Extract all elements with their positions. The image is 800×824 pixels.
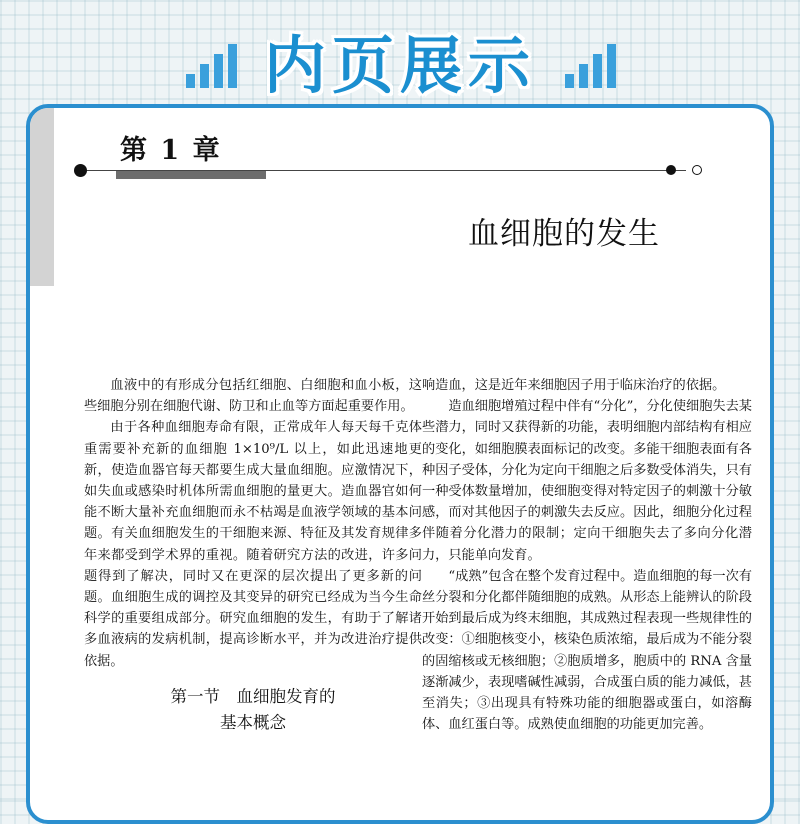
rule-dot-icon	[74, 164, 87, 177]
chapter-label: 第 1 章	[120, 135, 222, 166]
paragraph: 血液中的有形成分包括红细胞、白细胞和血小板，这些细胞分别在细胞代谢、防卫和止血等方面起重要作用。	[84, 378, 422, 415]
paragraph: 由于各种血细胞寿命有限，正常成年人每天每千克体重需要补充新的血细胞 1×10⁹/L 以上，如此迅速地更新，使造血器官每天都要生成大量血细胞。应激情况下，如失血或感染时机体所需血细胞的量更大。造血器官如何能不断大量补充血细胞而永不枯竭是血液学领域的基本问题。有关血细胞发生的干细胞来源、特征及其发育规律多年来都受到学术界的重视。随着研究方法的改进，许多问题得到了解决，同时又在更深的层次提出了更多新的问题。血细胞生成的调控及其变异的研究已经成为当今生命科学的重要组成部分。研究血细胞的发生，有助于了解诸多血液病的发病机制，提高诊断水平，并为改进治疗提供依据。	[84, 420, 422, 669]
paragraph: 造血细胞增殖过程中伴有“分化”，分化使细胞失去某些潜力，同时又获得新的功能，表明细胞内部结构有相应的变化，如细胞膜表面标记的改变。多能干细胞表面有各种因子受体，分化为定向干细胞之后多数受体消失，只有一种受体数量增加，使细胞变得对特定因子的刺激十分敏感，而对其他因子的刺激失去反应。因此，细胞分化过程伴随着分化潜力的限制；定向干细胞失去了多向分化潜力，只能单向发育。	[422, 399, 752, 563]
section-heading-line2: 基本概念	[220, 712, 286, 732]
rule-dot-filled-icon	[666, 165, 676, 175]
bar-chart-icon-right	[565, 38, 616, 88]
page-margin-band	[30, 108, 54, 286]
section-heading	[84, 684, 422, 736]
left-column	[84, 375, 422, 736]
right-column	[422, 375, 752, 735]
chapter-title: 血细胞的发生	[468, 216, 660, 252]
paragraph: “成熟”包含在整个发育过程中。造血细胞的每一次有丝分裂和分化都伴随细胞的成熟。从形态上能辨认的阶段开始到最后成为终末细胞，其成熟过程表现一些规律性的改变：①细胞核变小，核染色质浓缩，最后成为不能分裂的固缩核或无核细胞；②胞质增多，胞质中的 RNA 含量逐渐减少，表现嗜碱性减弱，合成蛋白质的能力减低，甚至消失；③出现具有特殊功能的细胞器或蛋白，如溶酶体、血红蛋白等。成熟使血细胞的功能更加完善。	[422, 568, 752, 733]
rule-dot-hollow-icon	[692, 165, 702, 175]
section-heading-line1: 第一节 血细胞发育的	[170, 686, 336, 706]
banner-title: 内页展示	[263, 29, 536, 102]
chapter-underline	[116, 171, 266, 179]
book-page	[26, 104, 774, 824]
paragraph-continuation: 响造血，这是近年来细胞因子用于临床治疗的依据。	[422, 378, 726, 393]
banner	[0, 8, 800, 102]
